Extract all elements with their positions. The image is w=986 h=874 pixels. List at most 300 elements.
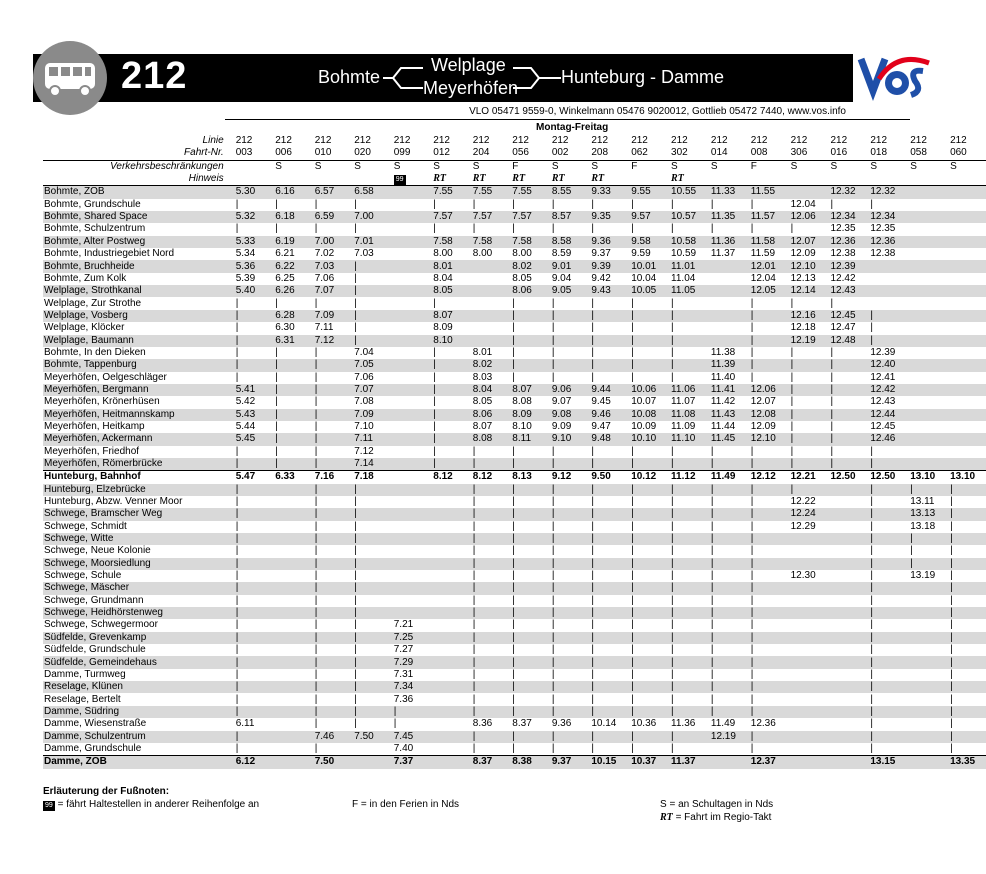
- departure-time: |: [548, 335, 588, 347]
- meta-label: Verkehrsbeschränkungen: [110, 160, 224, 172]
- meta-cell: 058: [906, 147, 946, 160]
- departure-time: |: [472, 742, 476, 754]
- departure-time: |: [790, 346, 794, 358]
- departure-time: |: [870, 718, 873, 730]
- departure-time: |: [870, 445, 873, 457]
- departure-time: [787, 731, 827, 743]
- regio-takt-icon: RT: [512, 173, 526, 185]
- departure-time: 9.07: [551, 396, 572, 408]
- departure-time: |: [271, 433, 311, 445]
- stop-name: Bohmte, Zum Kolk: [44, 272, 127, 284]
- departure-time: |: [551, 644, 555, 656]
- departure-time: [826, 681, 866, 693]
- departure-time: [390, 496, 430, 508]
- departure-time: |: [830, 445, 834, 457]
- departure-time: |: [591, 346, 594, 358]
- departure-time: 6.58: [350, 186, 390, 199]
- departure-time: |: [311, 359, 351, 371]
- departure-time: |: [710, 668, 714, 680]
- departure-time: |: [591, 445, 594, 457]
- departure-time: 10.10: [627, 433, 667, 445]
- departure-time: [946, 260, 986, 272]
- departure-time: |: [354, 297, 357, 309]
- stop-row: [43, 731, 986, 743]
- legend-item-rt: [660, 812, 771, 823]
- departure-time: |: [551, 445, 555, 457]
- departure-time: |: [591, 223, 594, 235]
- departure-time: |: [750, 297, 754, 309]
- departure-time: 12.01: [747, 260, 787, 272]
- departure-time: [787, 756, 827, 769]
- departure-time: |: [710, 545, 714, 557]
- departure-time: |: [707, 681, 747, 693]
- departure-time: 12.42: [866, 384, 906, 396]
- departure-time: 12.32: [866, 186, 906, 199]
- departure-time: 8.01: [472, 346, 493, 358]
- departure-time: 12.10: [787, 260, 827, 272]
- departure-time: [271, 570, 311, 582]
- departure-time: |: [631, 693, 634, 705]
- departure-time: |: [710, 223, 714, 235]
- departure-time: |: [472, 570, 476, 582]
- departure-time: 13.18: [910, 520, 936, 532]
- departure-time: 11.37: [710, 248, 736, 260]
- departure-time: [271, 558, 311, 570]
- departure-time: |: [548, 607, 588, 619]
- departure-time: 6.22: [271, 260, 311, 272]
- departure-time: |: [587, 508, 627, 520]
- departure-time: |: [950, 520, 953, 532]
- departure-time: [350, 756, 390, 769]
- departure-time: |: [631, 742, 634, 754]
- departure-time: 6.57: [311, 186, 351, 199]
- departure-time: [429, 693, 469, 705]
- stop-row: [43, 656, 986, 668]
- departure-time: |: [472, 520, 476, 532]
- departure-time: |: [826, 359, 866, 371]
- departure-time: |: [469, 607, 509, 619]
- departure-time: [390, 458, 430, 471]
- departure-time: |: [591, 668, 594, 680]
- departure-time: |: [232, 582, 272, 594]
- departure-time: 8.57: [548, 211, 588, 223]
- departure-time: 10.06: [627, 384, 667, 396]
- departure-time: [271, 582, 311, 594]
- departure-time: |: [587, 335, 627, 347]
- stop-name: Schwege, Schule: [44, 570, 122, 582]
- departure-time: 7.07: [311, 285, 351, 297]
- departure-time: |: [232, 458, 272, 471]
- departure-time: |: [551, 520, 555, 532]
- departure-time: |: [354, 644, 357, 656]
- departure-time: [271, 681, 311, 693]
- departure-time: |: [551, 668, 555, 680]
- departure-time: 8.55: [548, 186, 588, 199]
- departure-time: |: [232, 558, 272, 570]
- departure-time: 13.13: [906, 508, 946, 520]
- departure-time: [390, 335, 430, 347]
- legend-title: Erläuterung der Fußnoten:: [43, 786, 170, 797]
- departure-time: [826, 595, 866, 607]
- meta-row: [43, 147, 986, 160]
- departure-time: |: [707, 582, 747, 594]
- departure-time: 12.42: [830, 272, 856, 284]
- departure-time: |: [870, 545, 873, 557]
- departure-time: |: [787, 359, 827, 371]
- departure-time: |: [469, 656, 509, 668]
- departure-time: |: [235, 322, 239, 334]
- departure-time: |: [314, 718, 318, 730]
- departure-time: [429, 521, 469, 533]
- departure-time: 7.50: [311, 756, 351, 769]
- departure-time: 9.04: [551, 272, 572, 284]
- departure-time: |: [750, 520, 754, 532]
- meta-cell: S: [910, 160, 917, 172]
- departure-time: |: [591, 742, 594, 754]
- departure-time: |: [631, 520, 634, 532]
- departure-time: 10.05: [627, 285, 667, 297]
- departure-time: 12.39: [826, 260, 866, 272]
- departure-time: |: [631, 594, 634, 606]
- departure-time: |: [631, 223, 634, 235]
- departure-time: |: [667, 582, 707, 594]
- departure-time: 8.08: [512, 396, 532, 408]
- departure-time: 8.05: [512, 272, 532, 284]
- departure-time: |: [747, 310, 787, 322]
- departure-time: 7.09: [311, 310, 351, 322]
- stop-name: Damme, ZOB: [43, 756, 232, 769]
- departure-time: |: [866, 458, 906, 471]
- departure-time: |: [747, 681, 787, 693]
- departure-time: [906, 285, 946, 297]
- departure-time: |: [787, 409, 827, 421]
- departure-time: [787, 743, 827, 756]
- departure-time: |: [750, 545, 754, 557]
- stop-name: Meyerhöfen, Friedhof: [44, 445, 140, 457]
- departure-time: |: [587, 310, 627, 322]
- departure-time: 8.13: [508, 471, 548, 484]
- meta-cell: [906, 173, 946, 186]
- departure-time: |: [232, 607, 272, 619]
- departure-time: [946, 273, 986, 285]
- departure-time: [906, 236, 946, 248]
- departure-time: |: [350, 582, 390, 594]
- departure-time: |: [671, 619, 674, 631]
- departure-time: [271, 756, 311, 769]
- stop-name: Schwege, Grundmann: [44, 594, 144, 606]
- meta-cell: S: [870, 160, 878, 172]
- departure-time: |: [870, 594, 873, 606]
- departure-time: |: [311, 458, 351, 471]
- stop-row: [43, 508, 986, 520]
- departure-time: |: [946, 681, 986, 693]
- stop-name: Damme, Grundschule: [44, 742, 142, 754]
- stop-name: Damme, Turmweg: [44, 668, 126, 680]
- departure-time: |: [429, 458, 469, 471]
- departure-time: |: [271, 409, 311, 421]
- stop-row: [43, 347, 986, 359]
- departure-time: 12.39: [870, 346, 896, 358]
- departure-time: [429, 669, 469, 681]
- departure-time: |: [548, 632, 588, 644]
- departure-time: |: [314, 223, 318, 235]
- meta-cell: 012: [429, 147, 469, 160]
- stop-name: Meyerhöfen, Bergmann: [43, 384, 232, 396]
- stop-name: Schwege, Mäscher: [43, 582, 232, 594]
- departure-time: |: [548, 359, 588, 371]
- departure-time: |: [354, 496, 357, 508]
- departure-time: |: [548, 310, 588, 322]
- departure-time: |: [350, 508, 390, 520]
- departure-time: 12.19: [787, 335, 827, 347]
- stop-row: [43, 718, 986, 730]
- departure-time: 8.00: [433, 248, 453, 260]
- stop-row: [43, 743, 986, 756]
- meta-label: Linie: [202, 135, 224, 147]
- departure-time: |: [870, 619, 873, 631]
- departure-time: |: [946, 706, 986, 718]
- departure-time: 5.44: [235, 420, 256, 432]
- departure-time: 11.12: [667, 471, 707, 484]
- departure-time: 7.36: [393, 693, 414, 705]
- departure-time: 6.26: [271, 285, 311, 297]
- meta-cell: 016: [826, 147, 866, 160]
- departure-time: 11.40: [710, 371, 736, 383]
- departure-time: |: [548, 706, 588, 718]
- departure-time: |: [950, 693, 953, 705]
- departure-time: |: [469, 484, 509, 496]
- departure-time: |: [235, 223, 239, 235]
- departure-time: |: [627, 582, 667, 594]
- departure-time: 7.11: [350, 433, 390, 445]
- departure-time: 11.43: [707, 409, 747, 421]
- departure-time: [906, 409, 946, 421]
- departure-time: [906, 433, 946, 445]
- departure-time: |: [235, 668, 239, 680]
- meta-cell: 306: [787, 147, 827, 160]
- route-from: Bohmte: [318, 67, 381, 87]
- stop-name: Meyerhöfen, Heitkamp: [44, 420, 145, 432]
- departure-time: [429, 508, 469, 520]
- departure-time: 11.01: [667, 260, 707, 272]
- departure-time: |: [591, 644, 594, 656]
- departure-time: [787, 693, 827, 705]
- departure-time: |: [354, 594, 357, 606]
- departure-time: 7.27: [393, 644, 414, 656]
- contact-info: VLO 05471 9559-0, Winkelmann 05476 9020012, Gottlieb 05472 7440, www.vos.info: [469, 106, 846, 117]
- departure-time: |: [433, 445, 436, 457]
- departure-time: |: [667, 359, 707, 371]
- departure-time: 8.10: [512, 420, 532, 432]
- departure-time: |: [790, 371, 794, 383]
- legend-symbol: F: [352, 799, 359, 810]
- departure-time: |: [710, 594, 714, 606]
- departure-time: [946, 310, 986, 322]
- departure-time: |: [311, 533, 351, 545]
- legend-item-f: [352, 799, 459, 810]
- departure-time: [390, 595, 430, 607]
- departure-time: [826, 484, 866, 496]
- departure-time: |: [866, 310, 906, 322]
- departure-time: [429, 718, 469, 730]
- departure-time: [271, 619, 311, 631]
- departure-time: |: [950, 545, 953, 557]
- departure-time: [906, 607, 946, 619]
- meta-cell: 056: [508, 147, 548, 160]
- meta-cell: S: [275, 160, 282, 172]
- departure-time: 10.07: [631, 396, 657, 408]
- departure-time: [429, 656, 469, 668]
- departure-time: |: [946, 533, 986, 545]
- departure-time: [271, 632, 311, 644]
- line-number: 212: [121, 55, 188, 97]
- stop-name: Schwege, Bramscher Weg: [43, 508, 232, 520]
- departure-time: |: [508, 359, 548, 371]
- departure-time: |: [314, 668, 318, 680]
- meta-cell: [271, 173, 311, 186]
- departure-time: 13.35: [946, 756, 986, 769]
- departure-time: |: [390, 706, 430, 718]
- departure-time: 12.44: [866, 409, 906, 421]
- departure-time: 7.16: [311, 471, 351, 484]
- departure-time: 9.35: [587, 211, 627, 223]
- departure-time: 9.10: [548, 433, 588, 445]
- departure-time: 8.02: [508, 260, 548, 272]
- departure-time: [906, 322, 946, 334]
- departure-time: [946, 297, 986, 309]
- departure-time: |: [587, 731, 627, 743]
- departure-time: |: [587, 582, 627, 594]
- departure-time: |: [275, 297, 278, 309]
- departure-time: 12.34: [826, 211, 866, 223]
- departure-time: |: [314, 297, 318, 309]
- departure-time: 12.07: [787, 236, 827, 248]
- departure-time: [429, 607, 469, 619]
- departure-time: |: [314, 619, 318, 631]
- departure-time: [390, 260, 430, 272]
- departure-time: [787, 632, 827, 644]
- legend-item-s: [660, 799, 773, 810]
- meta-cell: 302: [667, 147, 707, 160]
- departure-time: |: [232, 731, 272, 743]
- departure-time: 7.58: [429, 236, 469, 248]
- departure-time: 10.59: [671, 248, 697, 260]
- departure-time: |: [671, 445, 674, 457]
- departure-time: [390, 409, 430, 421]
- departure-time: |: [591, 496, 594, 508]
- departure-time: 12.04: [790, 198, 816, 210]
- departure-time: |: [707, 558, 747, 570]
- departure-time: |: [750, 346, 754, 358]
- departure-time: [906, 199, 946, 211]
- departure-time: 8.06: [508, 285, 548, 297]
- departure-time: |: [631, 322, 634, 334]
- departure-time: [946, 335, 986, 347]
- stop-row: [43, 384, 986, 396]
- departure-time: |: [275, 198, 278, 210]
- departure-time: |: [710, 198, 714, 210]
- departure-time: |: [870, 570, 873, 582]
- departure-time: [271, 484, 311, 496]
- departure-time: |: [232, 533, 272, 545]
- departure-time: |: [311, 656, 351, 668]
- meta-cell: 010: [311, 147, 351, 160]
- departure-time: 12.10: [747, 433, 787, 445]
- departure-time: |: [787, 384, 827, 396]
- departure-time: |: [469, 533, 509, 545]
- stop-row: [43, 446, 986, 458]
- departure-time: 5.33: [232, 236, 272, 248]
- departure-time: 5.34: [235, 248, 256, 260]
- departure-time: 11.37: [667, 756, 707, 769]
- departure-time: 12.43: [870, 396, 896, 408]
- departure-time: |: [747, 656, 787, 668]
- departure-time: 8.06: [469, 409, 509, 421]
- meta-cell: 006: [271, 147, 311, 160]
- departure-time: |: [314, 445, 318, 457]
- departure-time: |: [671, 297, 674, 309]
- departure-time: [946, 421, 986, 433]
- departure-time: [906, 681, 946, 693]
- departure-time: |: [667, 484, 707, 496]
- departure-time: |: [311, 632, 351, 644]
- departure-time: 11.49: [707, 471, 747, 484]
- meta-cell: [429, 173, 469, 186]
- stop-name: Welplage, Zur Strothe: [44, 297, 142, 309]
- departure-time: [866, 260, 906, 272]
- stop-row: [43, 273, 986, 285]
- departure-time: 7.04: [354, 346, 374, 358]
- departure-time: [390, 273, 430, 285]
- departure-time: [271, 656, 311, 668]
- departure-time: 7.58: [469, 236, 509, 248]
- stop-name: Reselage, Klünen: [43, 681, 232, 693]
- regio-takt-icon: RT: [433, 173, 447, 185]
- departure-time: [946, 248, 986, 260]
- departure-time: |: [627, 632, 667, 644]
- meta-label: Fahrt-Nr.: [43, 147, 232, 160]
- legend-symbol: S: [660, 799, 667, 810]
- stop-name: Reselage, Bertelt: [44, 693, 121, 705]
- meta-cell: 014: [707, 147, 747, 160]
- departure-time: [787, 582, 827, 594]
- departure-time: |: [235, 594, 239, 606]
- departure-time: [906, 359, 946, 371]
- departure-time: 10.01: [627, 260, 667, 272]
- departure-time: 11.57: [747, 211, 787, 223]
- departure-time: 9.55: [627, 186, 667, 199]
- departure-time: |: [508, 533, 548, 545]
- departure-time: |: [631, 570, 634, 582]
- departure-time: |: [591, 619, 594, 631]
- departure-time: |: [747, 632, 787, 644]
- departure-time: 7.03: [311, 260, 351, 272]
- meta-cell: 212: [790, 135, 808, 147]
- stop-row: [43, 236, 986, 248]
- stop-row: [43, 285, 986, 297]
- departure-time: [390, 484, 430, 496]
- departure-time: |: [591, 322, 594, 334]
- departure-time: 8.59: [551, 248, 572, 260]
- departure-time: |: [512, 619, 515, 631]
- departure-time: [469, 273, 509, 285]
- departure-time: 12.36: [826, 236, 866, 248]
- departure-time: |: [627, 508, 667, 520]
- departure-time: |: [429, 359, 469, 371]
- meta-cell: 208: [587, 147, 627, 160]
- stop-row: [43, 582, 986, 594]
- departure-time: [946, 211, 986, 223]
